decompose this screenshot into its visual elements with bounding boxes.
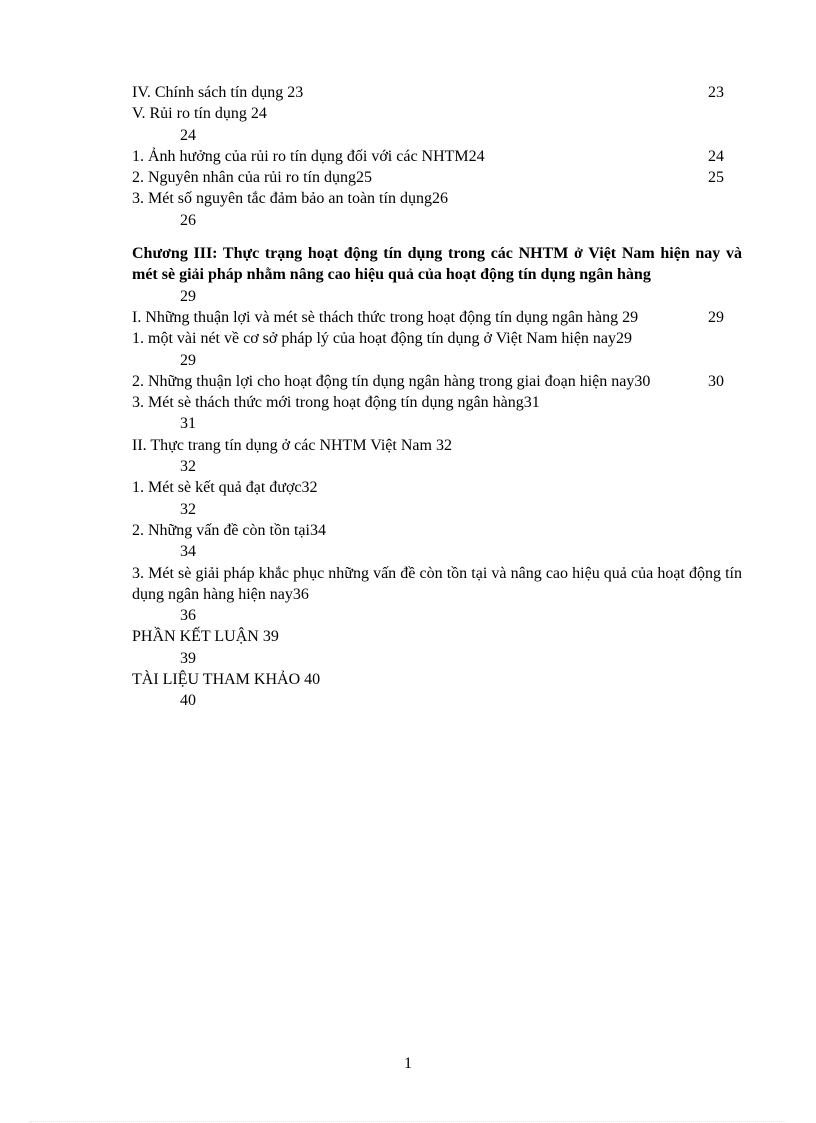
- toc-entry-title: 2. Nguyên nhân của rủi ro tín dụng25: [132, 169, 372, 187]
- toc-entry: [132, 167, 742, 188]
- toc-entry-page: 23: [708, 84, 724, 101]
- toc-entry-page: 26: [180, 211, 196, 229]
- toc-entry: [132, 669, 742, 690]
- toc-entry-page: 32: [180, 458, 196, 476]
- toc-entry-title: 3. Mét sè thách thức mới trong hoạt động tín dụng ngân hàng31: [132, 394, 540, 412]
- toc-entry: [132, 520, 742, 541]
- toc-entry-title: 1. một vài nét về cơ sở pháp lý của hoạt động tín dụng ở Việt Nam hiện nay29: [132, 330, 633, 348]
- toc-entry-page: 32: [180, 500, 196, 518]
- page-bottom-divider: [30, 1121, 786, 1122]
- toc-entry-title: 3. Mét sè giải pháp khắc phục những vấn đề còn tồn tại và nâng cao hiệu quả của hoạt động tín dụng ngân hàng hiện nay36: [132, 564, 742, 603]
- toc-entry-title: 1. Ảnh hưởng của rủi ro tín dụng đối với các NHTM24: [132, 147, 485, 165]
- toc-entry-page: 31: [180, 415, 196, 433]
- toc-entry-title: II. Thực trang tín dụng ở các NHTM Việt Nam 32: [132, 436, 452, 454]
- toc-entry: [132, 435, 742, 456]
- toc-entry-page: 29: [180, 287, 196, 305]
- toc-entry-title: 1. Mét sè kết quả đạt được32: [132, 479, 318, 497]
- toc-entry-page: 24: [708, 147, 724, 165]
- toc-entry-title: PHẦN KẾT LUẬN 39: [132, 628, 279, 646]
- toc-entry: [132, 477, 742, 498]
- toc-entry-title: 2. Những vấn đề còn tồn tại34: [132, 521, 326, 539]
- toc-entry-page: 25: [708, 169, 724, 187]
- toc-entry-page: 24: [180, 126, 196, 144]
- toc-entry-page: 29: [180, 351, 196, 369]
- toc-entry-page: 29: [708, 308, 724, 326]
- toc-entry-title: 2. Những thuận lợi cho hoạt động tín dụng ngân hàng trong giai đoạn hiện nay30: [132, 372, 651, 390]
- toc-entry-title: 3. Mét số nguyên tắc đảm bảo an toàn tín dụng26: [132, 190, 448, 208]
- page-number: 1: [404, 1055, 412, 1072]
- toc-entry: [132, 307, 742, 328]
- toc-entry: [132, 82, 742, 103]
- toc-entry-page: 39: [180, 649, 196, 667]
- toc-entry-title: V. Rủi ro tín dụng 24: [132, 105, 267, 123]
- toc-entry-title: TÀI LIỆU THAM KHẢO 40: [132, 671, 321, 689]
- toc-entry-page: 40: [180, 692, 196, 710]
- toc-entry-title: IV. Chính sách tín dụng 23: [132, 84, 304, 101]
- toc-entry-title: I. Những thuận lợi và mét sè thách thức trong hoạt động tín dụng ngân hàng 29: [132, 308, 639, 326]
- toc-entry: [132, 392, 742, 413]
- toc-entry-page: 36: [180, 607, 196, 625]
- toc-entry-page: 30: [708, 372, 724, 390]
- toc-entry-page: 34: [180, 543, 196, 561]
- toc-entry: [132, 103, 742, 124]
- toc-entry: [132, 563, 742, 606]
- toc-entry: [132, 188, 742, 209]
- toc-entry: [132, 626, 742, 647]
- toc-entry: [132, 146, 742, 167]
- chapter-heading: Chương III: Thực trạng hoạt động tín dụng trong các NHTM ở Việt Nam hiện nay và mét sè giải pháp nhằm nâng cao hiệu quả của hoạt động tín dụng ngân hàng: [132, 245, 742, 284]
- toc-entry: [132, 328, 742, 349]
- table-of-contents: [132, 82, 742, 712]
- toc-entry: [132, 371, 742, 392]
